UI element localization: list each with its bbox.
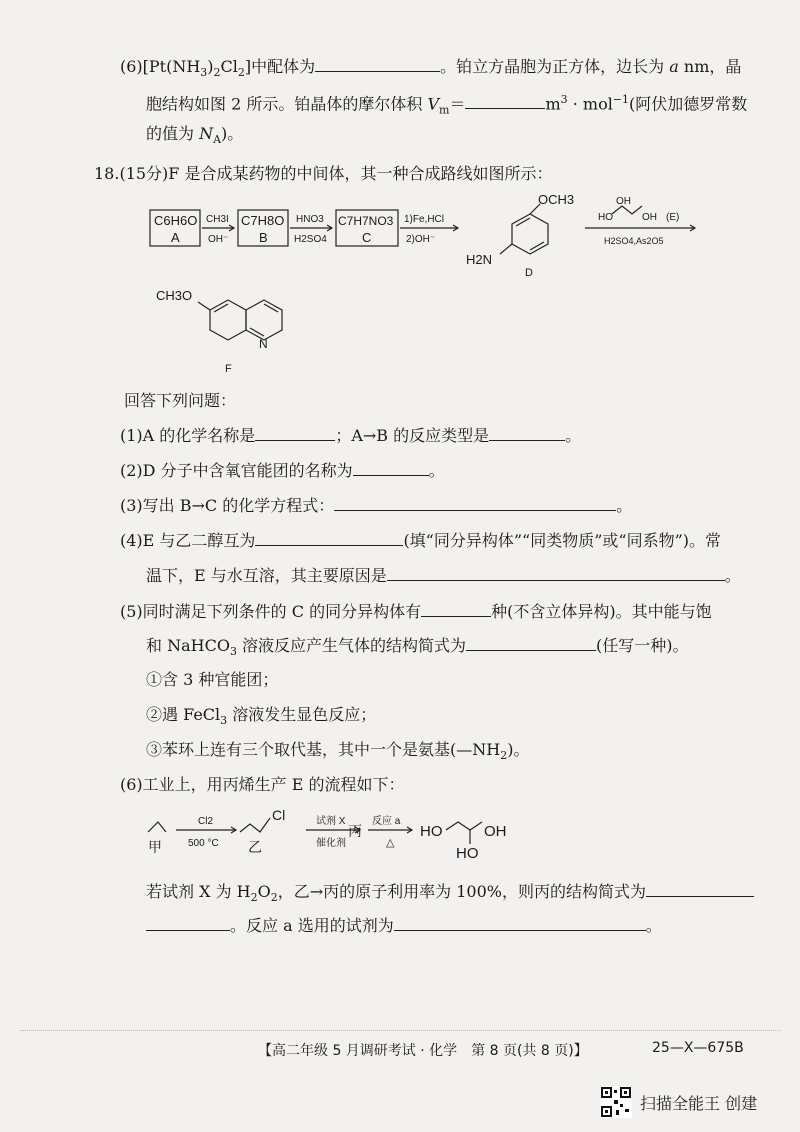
svg-text:甲: 甲 (148, 839, 162, 855)
quinoline-ring-left (210, 300, 246, 340)
condition-1: ①含 3 种官能团； (146, 670, 279, 689)
svg-text:500 °C: 500 °C (188, 838, 219, 849)
svg-text:H2SO4,As2O5: H2SO4,As2O5 (604, 236, 664, 246)
svg-text:C: C (362, 230, 372, 245)
quinoline-ring-right (246, 300, 282, 340)
svg-text:OCH3: OCH3 (538, 192, 575, 207)
propene-flow-diagram (140, 806, 540, 868)
allyl-chloride-structure (240, 818, 270, 832)
intro-text: 回答下列问题： (124, 391, 237, 410)
question-2: (2)D 分子中含氧官能团的名称为 。 (120, 461, 445, 480)
synthesis-scheme (140, 192, 740, 382)
svg-text:H2N: H2N (466, 252, 493, 267)
answer-blank[interactable] (466, 634, 596, 651)
svg-text:OH: OH (616, 196, 631, 207)
svg-text:H2SO4: H2SO4 (294, 234, 327, 245)
exam-code: 25—X—675B (652, 1040, 744, 1056)
q17-6-line1: $(6)[Pt(NH_3)_2Cl_2]$中配体为 。铂立方晶胞为正方体，边长为 a nm，晶 (120, 57, 742, 80)
svg-text:CH3I: CH3I (206, 214, 229, 225)
footer-divider (20, 1030, 780, 1031)
svg-text:A: A (171, 230, 180, 245)
q18-header: 18.(15分)F 是合成某药物的中间体，其一种合成路线如图所示： (94, 164, 553, 183)
svg-text:C6H6O: C6H6O (154, 213, 198, 228)
svg-text:(E): (E) (666, 212, 680, 223)
svg-text:OH⁻: OH⁻ (208, 234, 229, 245)
benzene-ring-d (512, 214, 548, 254)
question-4-line2: 温下，E 与水互溶，其主要原因是 。 (146, 566, 741, 585)
svg-text:D: D (525, 267, 533, 279)
answer-blank[interactable] (255, 424, 335, 441)
svg-text:反应 a: 反应 a (372, 816, 401, 827)
svg-text:丙: 丙 (348, 823, 362, 839)
page-footer: 【高二年级 5 月调研考试 · 化学 第 8 页(共 8 页)】 (258, 1043, 588, 1059)
answer-blank[interactable] (489, 424, 565, 441)
answer-blank[interactable] (315, 55, 440, 72)
propene-structure (148, 822, 166, 832)
svg-text:B: B (259, 230, 268, 245)
question-6: (6)工业上，用丙烯生产 E 的流程如下： (120, 775, 405, 794)
svg-text:Cl2: Cl2 (198, 816, 214, 827)
question-4-line1: (4)E 与乙二醇互为 (填“同分异构体”“同类物质”或“同系物”)。常 (120, 531, 722, 550)
svg-text:OH: OH (642, 212, 657, 223)
svg-text:HO: HO (456, 845, 479, 862)
answer-blank[interactable] (334, 494, 616, 511)
svg-text:CH3O: CH3O (156, 288, 193, 303)
answer-blank[interactable] (255, 529, 403, 546)
answer-blank[interactable] (465, 92, 545, 109)
svg-text:催化剂: 催化剂 (316, 838, 346, 849)
question-6-line3: 。反应 a 选用的试剂为 。 (146, 914, 662, 937)
question-1: (1)A 的化学名称是 ；A→B 的反应类型是 。 (120, 426, 582, 445)
svg-text:1)Fe,HCl: 1)Fe,HCl (404, 214, 445, 225)
answer-blank[interactable] (394, 914, 646, 931)
qr-code-icon (600, 1086, 632, 1118)
svg-text:N: N (259, 337, 268, 351)
svg-text:F: F (225, 363, 232, 375)
q17-6-line2: 胞结构如图 2 所示。铂晶体的摩尔体积 $V_m= m^3 \cdot mol^{-1}$(阿伏加德罗常数 (146, 93, 748, 117)
answer-blank[interactable] (646, 880, 754, 897)
svg-text:HNO3: HNO3 (296, 214, 324, 225)
svg-text:OH: OH (484, 823, 507, 840)
question-5-line1: (5)同时满足下列条件的 C 的同分异构体有 种(不含立体异构)。其中能与饱 (120, 602, 712, 621)
glycerol-structure (446, 822, 482, 830)
condition-3: ③苯环上连有三个取代基，其中一个是氨基$(—NH_2)$。 (146, 740, 530, 763)
svg-text:C7H7NO3: C7H7NO3 (338, 214, 394, 228)
question-6-line2: 若试剂 X 为 $H_2O_2$，乙→丙的原子利用率为 100%，则丙的结构简式为 (146, 880, 754, 909)
q17-6-line3: 的值为 $N_A$)。 (146, 124, 244, 147)
answer-blank[interactable] (421, 600, 491, 617)
svg-text:乙: 乙 (248, 839, 262, 855)
svg-text:C7H8O: C7H8O (241, 213, 285, 228)
scanner-watermark: 扫描全能王 创建 (600, 1086, 757, 1118)
svg-text:HO: HO (598, 212, 613, 223)
svg-text:Cl: Cl (272, 807, 286, 823)
answer-blank[interactable] (387, 564, 725, 581)
question-5-line2: 和 NaHCO$_3$ 溶液反应产生气体的结构简式为 (任写一种)。 (146, 636, 689, 659)
condition-2: ②遇 FeCl$_3$ 溶液发生显色反应； (146, 705, 377, 728)
svg-text:试剂 X: 试剂 X (316, 816, 346, 827)
svg-text:HO: HO (420, 823, 443, 840)
question-3: (3)写出 B→C 的化学方程式： 。 (120, 496, 633, 515)
svg-text:2)OH⁻: 2)OH⁻ (406, 234, 436, 245)
answer-blank[interactable] (353, 459, 429, 476)
answer-blank[interactable] (146, 914, 230, 931)
svg-text:△: △ (386, 837, 395, 849)
